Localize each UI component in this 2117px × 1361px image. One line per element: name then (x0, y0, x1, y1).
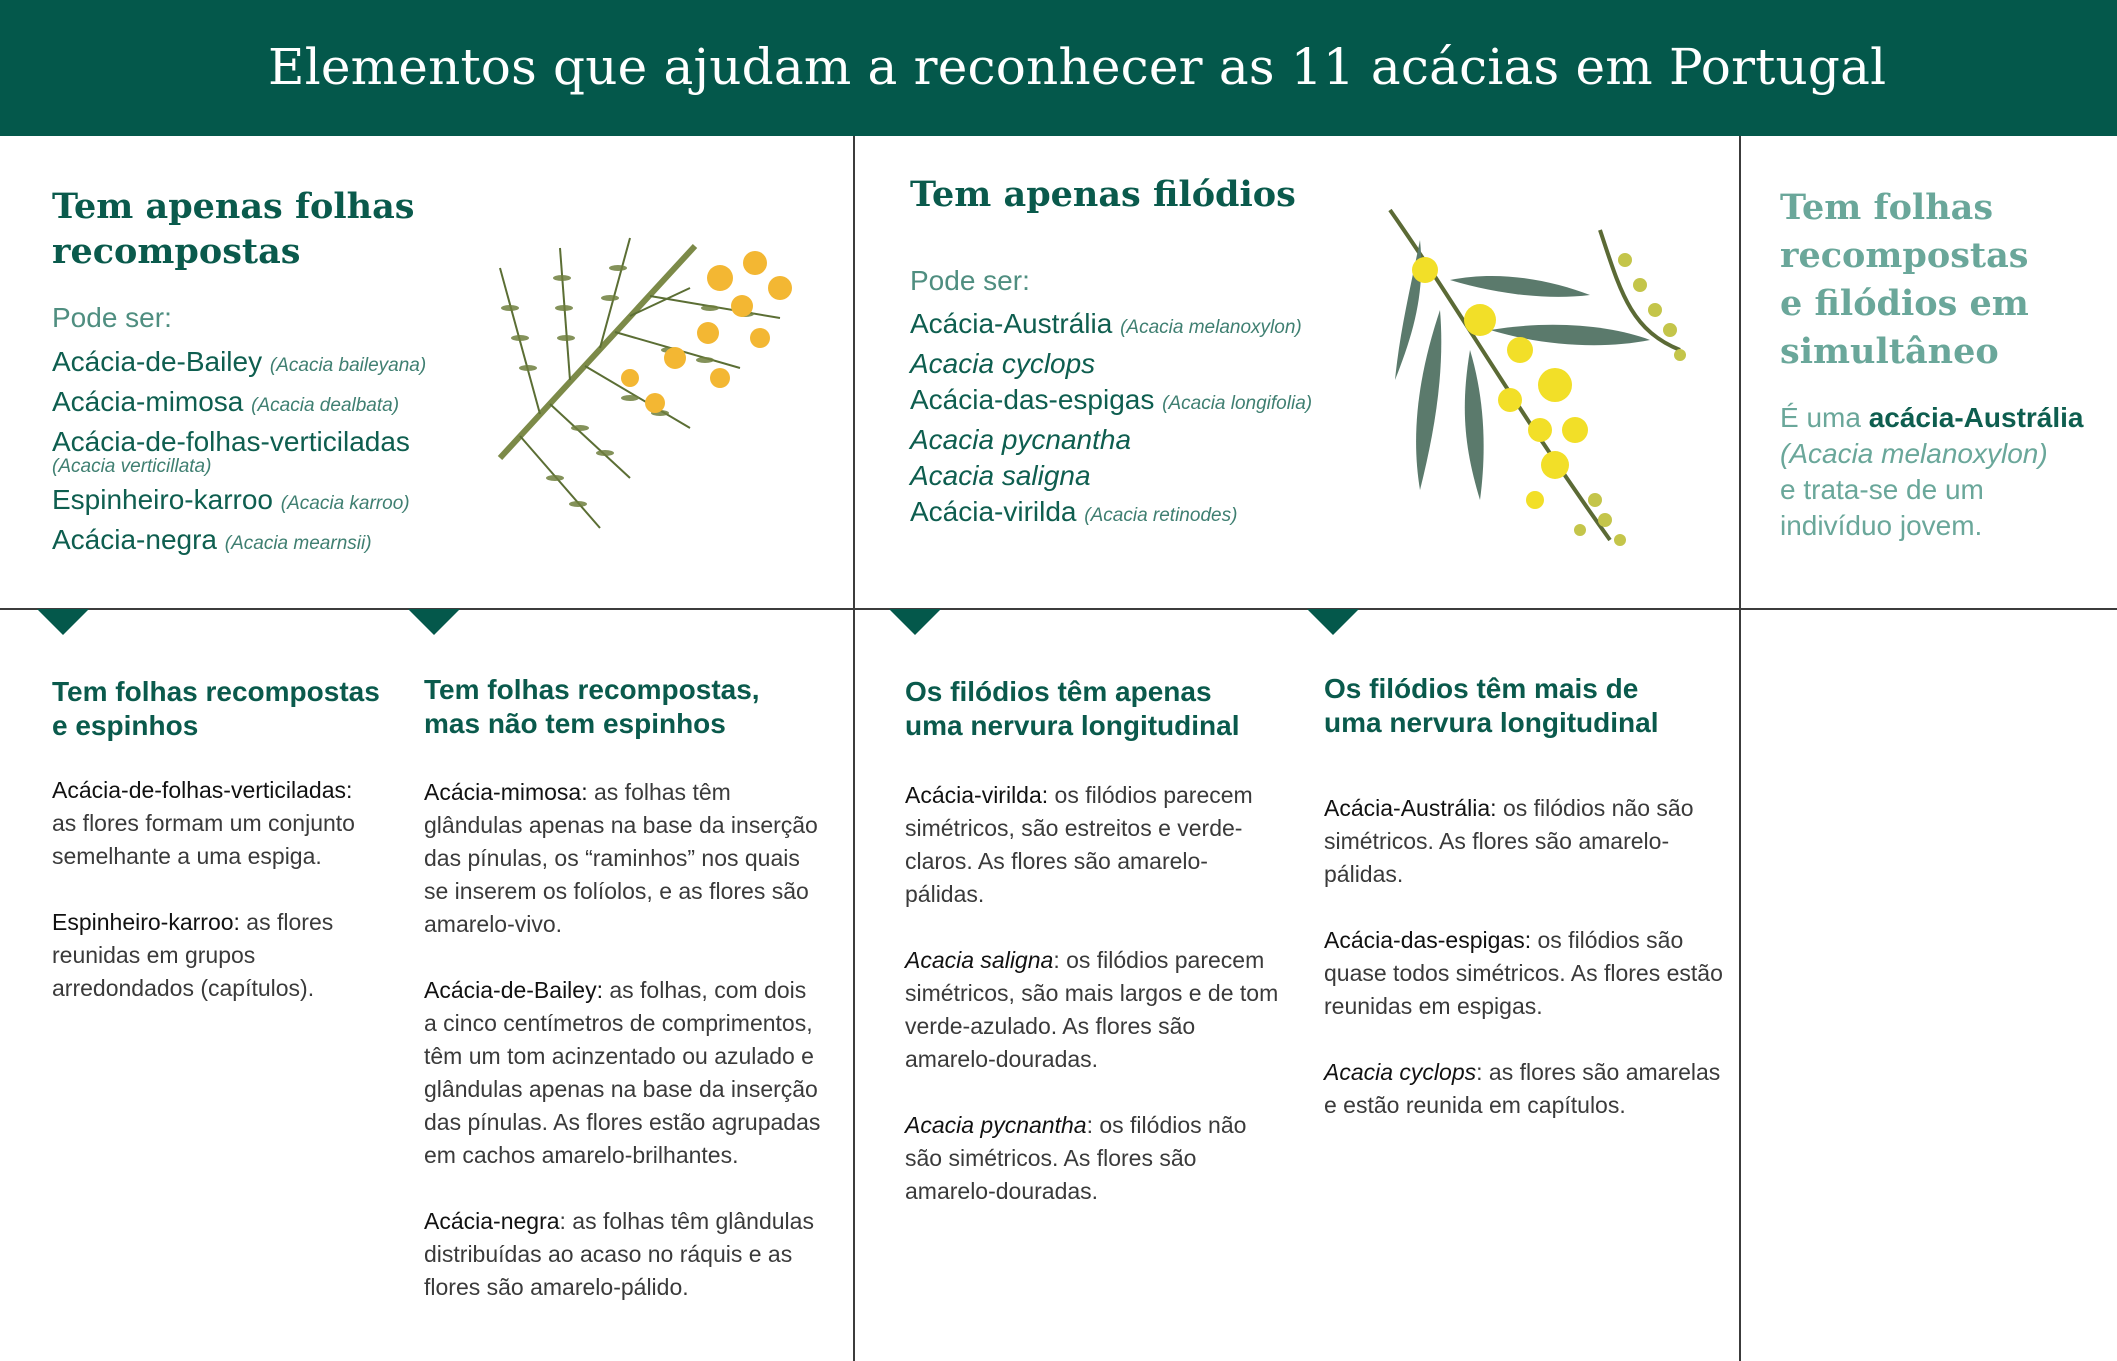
description-com-espinhos (52, 774, 382, 1038)
list-item: Acácia-das-espigas (Acacia longifolia) (910, 384, 1313, 415)
list-item: Acacia pycnantha (910, 424, 1132, 455)
section-title-folhas-recompostas: Tem apenas folhas recompostas (52, 186, 415, 272)
pointer-marker (37, 609, 89, 635)
list-item: Acácia-Austrália (Acacia melanoxylon) (910, 308, 1302, 339)
list-item: Acácia-de-Bailey (Acacia baileyana) (52, 346, 427, 377)
pointer-marker (889, 609, 941, 635)
description-entry: Acácia-de-Bailey: as folhas, com dois a cinco centímetros de comprimentos, têm um tom acinzentado ou azulado e glândulas apenas na base da inserção das pínulas. As flores estão agrupadas em cachos amarelo-brilhantes. (424, 977, 821, 1168)
species-list-recompostas (52, 344, 426, 562)
subsection-title-com-espinhos: Tem folhas recompostas e espinhos (52, 676, 380, 741)
divider-horizontal (0, 608, 2117, 610)
simultaneo-description: É uma acácia-Austrália (Acacia melanoxylon) e trata-se de um indivíduo jovem. (1780, 402, 2084, 541)
description-entry: Acácia-negra: as folhas têm glândulas distribuídas ao acaso no ráquis e as flores são amarelo-pálido. (424, 1208, 814, 1300)
header-banner (0, 0, 2117, 136)
section-title-simultaneo: Tem folhas recompostas e filódios em simultâneo (1780, 187, 2029, 372)
pode-ser-label: Pode ser: (910, 265, 1030, 296)
subsection-title-uma-nervura: Os filódios têm apenas uma nervura longitudinal (905, 676, 1240, 741)
description-mais-nervuras (1324, 792, 1724, 1155)
description-entry: Acácia-mimosa: as folhas têm glândulas apenas na base da inserção das pínulas, os “raminhos” nos quais se inserem os folíolos, e as flores são amarelo-vivo. (424, 779, 818, 937)
list-item: Acácia-negra (Acacia mearnsii) (52, 524, 372, 555)
description-entry: Acácia-Austrália: os filódios não são simétricos. As flores são amarelo-pálidas. (1324, 795, 1694, 887)
description-entry: Acacia saligna: os filódios parecem simétricos, são mais largos e de tom verde-azulado. As flores são amarelo-douradas. (905, 947, 1279, 1072)
subsection-title-mais-nervuras: Os filódios têm mais de uma nervura longitudinal (1324, 673, 1659, 738)
divider-vertical-1 (853, 136, 855, 1361)
pointer-marker (1307, 609, 1359, 635)
section-title-filodios: Tem apenas filódios (910, 174, 1296, 215)
pode-ser-label: Pode ser: (52, 302, 172, 333)
description-entry: Acácia-de-folhas-verticiladas: as flores formam um conjunto semelhante a uma espiga. (52, 777, 355, 869)
acacia-leaf-illustration (480, 228, 830, 538)
description-uma-nervura (905, 779, 1285, 1241)
pointer-marker (408, 609, 460, 635)
acacia-branch-illustration (1380, 200, 1700, 555)
subsection-title-sem-espinhos: Tem folhas recompostas, mas não tem espinhos (424, 674, 760, 739)
description-sem-espinhos (424, 776, 824, 1337)
description-entry: Acacia cyclops: as flores são amarelas e estão reunida em capítulos. (1324, 1059, 1721, 1118)
list-item: Acácia-de-folhas-verticiladas (Acacia verticillata) (52, 426, 410, 477)
description-entry: Acácia-virilda: os filódios parecem simétricos, são estreitos e verde-claros. As flores são amarelo-pálidas. (905, 782, 1253, 907)
description-entry: Espinheiro-karroo: as flores reunidas em grupos arredondados (capítulos). (52, 909, 334, 1001)
list-item: Acacia saligna (910, 460, 1091, 491)
list-item: Acácia-mimosa (Acacia dealbata) (52, 386, 400, 417)
page-title: Elementos que ajudam a reconhecer as 11 acácias em Portugal (268, 38, 1887, 96)
divider-vertical-2 (1739, 136, 1741, 1361)
species-list-filodios (910, 306, 1312, 534)
list-item: Espinheiro-karroo (Acacia karroo) (52, 484, 410, 515)
description-entry: Acácia-das-espigas: os filódios são quase todos simétricos. As flores estão reunidas em espigas. (1324, 927, 1723, 1019)
list-item: Acacia cyclops (910, 348, 1096, 379)
list-item: Acácia-virilda (Acacia retinodes) (910, 496, 1238, 527)
description-entry: Acacia pycnantha: os filódios não são simétricos. As flores são amarelo-douradas. (905, 1112, 1247, 1204)
